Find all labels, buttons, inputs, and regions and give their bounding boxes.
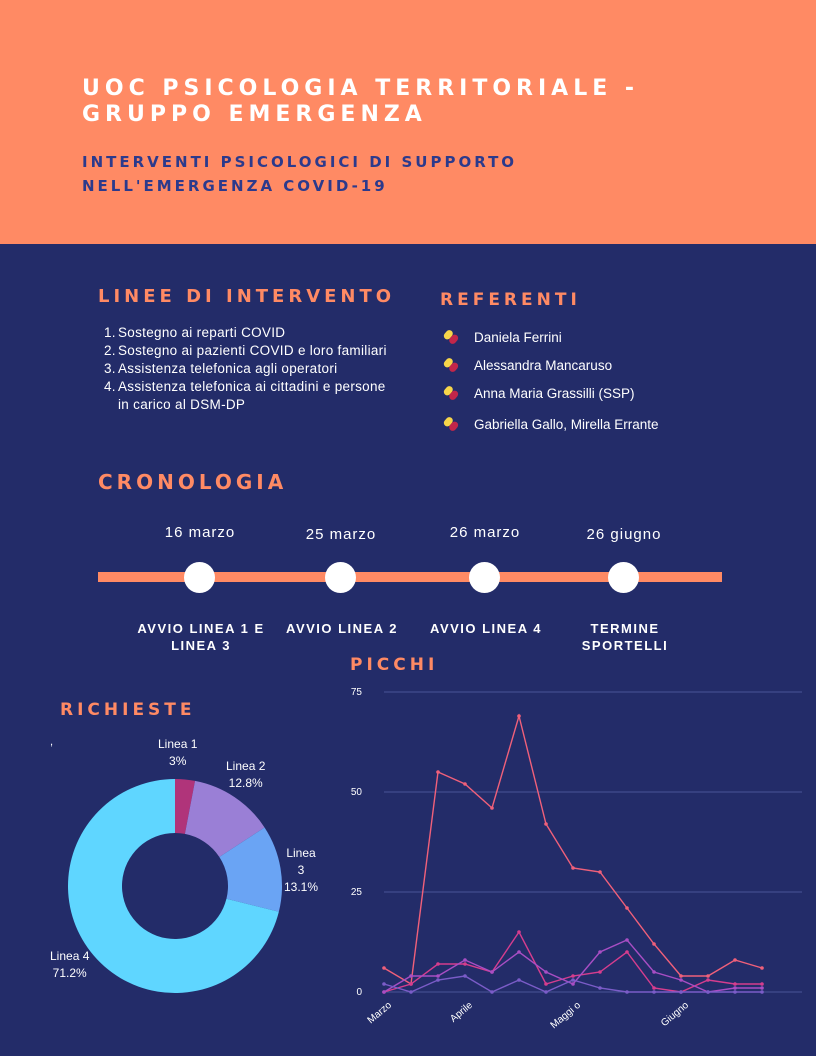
data-point [382,990,386,994]
data-point [382,966,386,970]
data-point [517,950,521,954]
data-point [544,822,548,826]
data-point [490,806,494,810]
data-point [490,990,494,994]
timeline-date: 25 marzo [305,526,377,543]
data-point [760,990,764,994]
data-point [598,986,602,990]
stray-mark: , [50,736,54,748]
data-point [652,942,656,946]
timeline-event: AVVIO LINEA 1 E LINEA 3 [137,621,265,653]
donut-label-value: 71.2% [52,966,87,980]
data-point [409,990,413,994]
cronologia-title: CRONOLOGIA [98,470,288,494]
data-point [652,990,656,994]
data-point [625,950,629,954]
data-point [571,974,575,978]
referente-item [440,354,612,376]
referenti-title: REFERENTI [440,290,581,310]
picchi-title: PICCHI [350,655,439,675]
timeline-date: 26 marzo [449,524,521,541]
referente-item [440,413,659,435]
data-point [571,866,575,870]
timeline-event: AVVIO LINEA 4 [430,621,542,636]
list-item-number: 4. [104,379,116,394]
timeline-dot [469,562,500,593]
data-point [463,958,467,962]
data-point [436,978,440,982]
data-point [544,982,548,986]
list-item [104,342,394,360]
referente-name: Alessandra Mancaruso [474,357,613,373]
list-item-text: Assistenza telefonica agli operatori [118,361,338,376]
timeline-date: 16 marzo [164,524,236,541]
x-tick-label: Maggi o [548,999,583,1032]
data-point [652,970,656,974]
referente-item [440,326,562,348]
data-point [490,970,494,974]
data-point [436,962,440,966]
y-tick-label: 50 [350,787,362,798]
data-point [571,982,575,986]
data-point [625,990,629,994]
donut-label [158,736,197,770]
y-tick-label: 25 [350,887,362,898]
data-point [409,982,413,986]
donut-label-value: 13.1% [284,880,319,894]
donut-label-name: Linea 4 [50,949,90,963]
donut-label [50,948,89,982]
data-point [706,978,710,982]
data-point [733,982,737,986]
referente-name: Gabriella Gallo, Mirella Errante [474,416,659,432]
data-point [652,986,656,990]
data-point [598,950,602,954]
x-tick-label: Aprile [448,999,475,1025]
data-point [598,970,602,974]
list-item [104,360,394,378]
data-point [409,974,413,978]
y-tick-label: 75 [350,687,362,698]
linee-title: LINEE DI INTERVENTO [98,286,396,307]
data-point [625,938,629,942]
donut-chart [40,730,319,1010]
pill-icon [440,382,462,404]
list-item [104,324,394,342]
data-point [544,970,548,974]
pill-icon [440,326,462,348]
data-point [463,974,467,978]
page-title: UOC PSICOLOGIA TERRITORIALE - GRUPPO EMERGENZA [82,76,640,127]
timeline-dot [608,562,639,593]
data-point [760,966,764,970]
pill-icon [440,354,462,376]
x-tick-label: Marzo [365,999,394,1027]
list-item-text: Sostegno ai reparti COVID [118,325,286,340]
data-point [517,714,521,718]
x-tick-label: Giugno [659,999,691,1030]
donut-label-name: Linea 2 [226,759,266,773]
series-line [384,716,762,984]
richieste-title: RICHIESTE [60,700,196,720]
referente-item [440,382,635,404]
data-point [625,906,629,910]
donut-label-value: 12.8% [228,776,263,790]
line-chart [330,680,810,1050]
list-item-number: 3. [104,361,116,376]
data-point [382,982,386,986]
timeline-date: 26 giugno [586,526,662,543]
data-point [733,990,737,994]
data-point [706,974,710,978]
referente-name: Daniela Ferrini [474,329,562,345]
data-point [706,990,710,994]
data-point [517,978,521,982]
line-chart-svg [330,680,810,1050]
data-point [733,958,737,962]
donut-label-name: Linea 1 [158,737,198,751]
data-point [760,986,764,990]
linee-list [104,324,394,414]
list-item [104,378,394,414]
data-point [760,982,764,986]
timeline-event: TERMINE SPORTELLI [581,621,669,653]
data-point [463,962,467,966]
donut-label [226,758,265,792]
data-point [679,974,683,978]
page-subtitle: INTERVENTI PSICOLOGICI DI SUPPORTO NELL'EMERGENZA COVID-19 [82,153,518,195]
timeline-dot [184,562,215,593]
list-item-number: 1. [104,325,116,340]
data-point [598,870,602,874]
data-point [436,770,440,774]
data-point [517,930,521,934]
donut-label-name: Linea 3 [286,846,316,877]
data-point [679,990,683,994]
pill-icon [440,413,462,435]
referente-name: Anna Maria Grassilli (SSP) [474,385,635,401]
data-point [571,978,575,982]
donut-label [284,845,318,896]
list-item-text: Assistenza telefonica ai cittadini e persone in carico al DSM-DP [118,379,386,412]
donut-label-value: 3% [169,754,187,768]
timeline-event: AVVIO LINEA 2 [286,621,398,636]
data-point [544,990,548,994]
data-point [436,974,440,978]
data-point [733,986,737,990]
list-item-number: 2. [104,343,116,358]
data-point [463,782,467,786]
timeline-dot [325,562,356,593]
list-item-text: Sostegno ai pazienti COVID e loro familiari [118,343,387,358]
header-banner [0,0,816,244]
y-tick-label: 0 [356,987,362,998]
data-point [679,978,683,982]
